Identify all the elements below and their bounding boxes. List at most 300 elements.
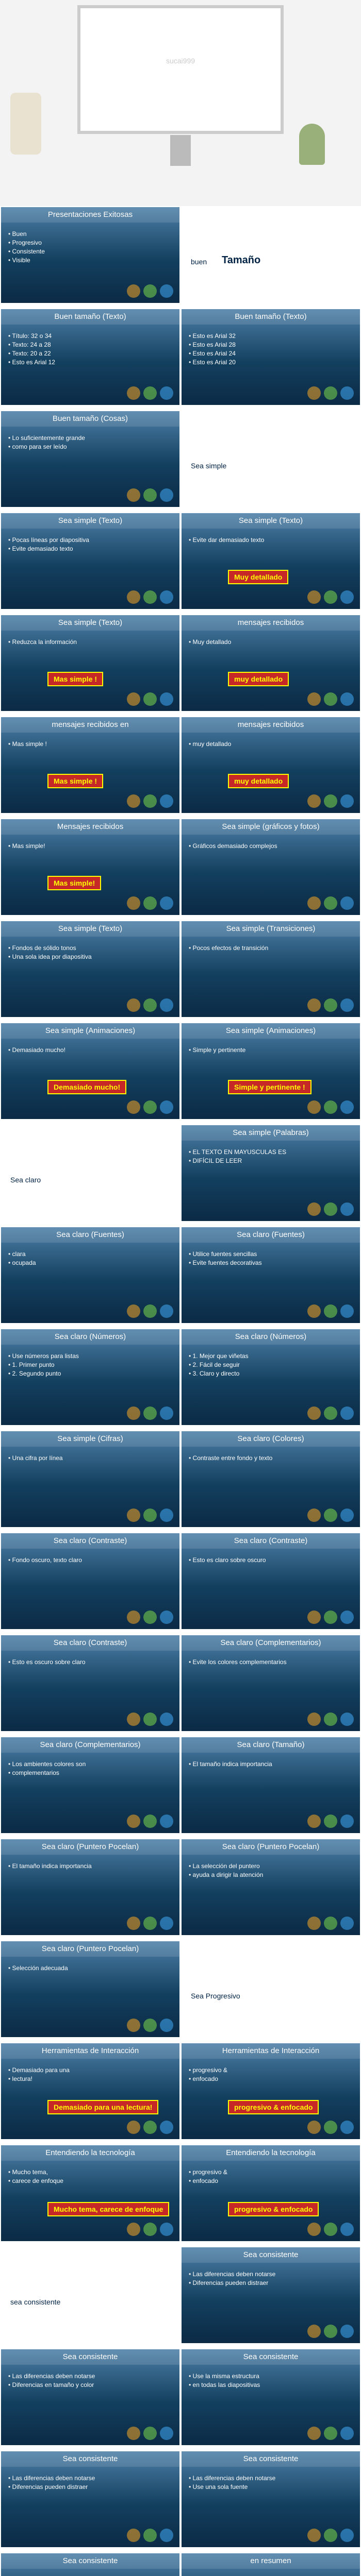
slide-thumbnail[interactable]	[180, 920, 361, 1018]
decorative-dot-icon	[143, 998, 157, 1012]
slide-caption: Sea claro	[10, 1176, 41, 1184]
slide-thumbnail[interactable]	[180, 614, 361, 712]
slide-bullet: • Evite demasiado texto	[8, 545, 73, 552]
decorative-dot-icon	[127, 2121, 140, 2134]
decorative-dot-icon	[160, 896, 173, 910]
slide-bullet: • La selección del puntero	[189, 1862, 260, 1870]
slide-title: Sea consistente	[1, 2451, 179, 2467]
slide-body	[8, 1046, 172, 1055]
decorative-dot-icon	[127, 896, 140, 910]
slide-thumbnail[interactable]	[180, 716, 361, 814]
slide-title: Sea consistente	[1, 2349, 179, 2365]
slide-body	[189, 1556, 353, 1565]
decorative-dot-icon	[160, 1917, 173, 1930]
decorative-dot-icon	[143, 284, 157, 298]
slide-thumbnail[interactable]	[0, 2246, 180, 2344]
slide-bullet: • El tamaño indica importancia	[189, 1760, 272, 1768]
slide-thumbnail[interactable]	[180, 2042, 361, 2140]
slide-bullet: • progresivo &	[189, 2168, 227, 2176]
slide-bullet: • Consistente	[8, 248, 45, 255]
decorative-dot-icon	[324, 2427, 337, 2440]
decorative-dot-icon	[160, 692, 173, 706]
slide-title: Buen tamaño (Texto)	[182, 309, 360, 325]
slide-thumbnail[interactable]	[180, 1634, 361, 1732]
slide-bullet: • complementarios	[8, 1769, 59, 1776]
slide-title: Sea simple (Animaciones)	[182, 1023, 360, 1039]
slide-bullet: • Evite fuentes decorativas	[189, 1259, 262, 1266]
decorative-dot-icon	[324, 1202, 337, 1216]
decorative-dot-icon	[143, 2427, 157, 2440]
slide-thumbnail[interactable]	[0, 410, 180, 508]
slide-caption: Sea simple	[191, 462, 227, 470]
decorative-dot-icon	[127, 1304, 140, 1318]
decorative-dot-icon	[143, 1611, 157, 1624]
slide-title: mensajes recibidos en	[1, 717, 179, 733]
decorative-dot-icon	[127, 2529, 140, 2542]
decorative-dot-icon	[143, 1406, 157, 1420]
slide-title: Mensajes recibidos	[1, 819, 179, 835]
hero-banner	[0, 0, 361, 206]
slide-thumbnail[interactable]	[0, 818, 180, 916]
slide-body	[189, 1862, 353, 1879]
slide-thumbnail[interactable]	[180, 2450, 361, 2548]
slide-title: Sea simple (Cifras)	[1, 1431, 179, 1447]
decorative-dot-icon	[143, 2121, 157, 2134]
decorative-dot-icon	[324, 692, 337, 706]
decorative-dot-icon	[324, 2325, 337, 2338]
slide-body	[8, 2066, 172, 2083]
decorative-dot-icon	[307, 1100, 321, 1114]
slide-bullet: • Use una sola fuente	[189, 2483, 248, 2490]
decorative-dot-icon	[307, 794, 321, 808]
slide-title: Sea claro (Colores)	[182, 1431, 360, 1447]
decorative-dot-icon	[307, 1509, 321, 1522]
slide-bullet: • Una cifra por línea	[8, 1454, 63, 1462]
slide-thumbnail[interactable]	[180, 2246, 361, 2344]
slide-bullet: • Pocas líneas por diapositiva	[8, 536, 89, 544]
slide-bullet: • Use la misma estructura	[189, 2372, 259, 2380]
slide-bullet: • Las diferencias deben notarse	[189, 2475, 276, 2482]
decorative-dot-icon	[307, 1202, 321, 1216]
slide-bullet: • Mas simple !	[8, 740, 47, 748]
slide-body	[8, 1352, 172, 1378]
slide-thumbnail[interactable]	[0, 920, 180, 1018]
slide-thumbnail[interactable]	[0, 716, 180, 814]
slide-thumbnail[interactable]	[180, 512, 361, 610]
slide-bullet: • Esto es Arial 32	[189, 332, 236, 340]
slide-bullet: • 3. Claro y directo	[189, 1370, 240, 1377]
slide-title: Sea claro (Contraste)	[1, 1635, 179, 1651]
slide-thumbnail[interactable]	[0, 2144, 180, 2242]
slide-thumbnail[interactable]	[180, 410, 361, 508]
slide-title: Sea simple (Texto)	[1, 513, 179, 529]
slide-bullet: • Selección adecuada	[8, 1964, 68, 1972]
slide-body	[189, 842, 353, 851]
slide-bullet: • Evite los colores complementarios	[189, 1658, 287, 1666]
decorative-dot-icon	[340, 2427, 354, 2440]
plant-decoration	[299, 124, 325, 165]
slide-bullet: • 1. Mejor que viñetas	[189, 1352, 249, 1360]
slide-bullet: • Demasiado mucho!	[8, 1046, 65, 1054]
slide-highlight-box: muy detallado	[228, 774, 289, 788]
decorative-dot-icon	[340, 896, 354, 910]
decorative-dot-icon	[340, 1815, 354, 1828]
decorative-dot-icon	[143, 1713, 157, 1726]
slide-body	[8, 230, 172, 265]
slide-body	[189, 2270, 353, 2287]
slide-bullet: • muy detallado	[189, 740, 232, 748]
slide-bullet: • ocupada	[8, 1259, 36, 1266]
slide-thumbnail[interactable]	[0, 1124, 180, 1222]
decorative-dot-icon	[143, 2019, 157, 2032]
slide-bullet: • Las diferencias deben notarse	[8, 2372, 95, 2380]
slide-title: Sea simple (Texto)	[1, 615, 179, 631]
slide-bullet: • Las diferencias deben notarse	[8, 2475, 95, 2482]
slide-thumbnail[interactable]	[0, 1940, 180, 2038]
slide-bullet: • Diferencias pueden distraer	[189, 2279, 269, 2286]
slide-highlight-box: Mucho tema, carece de enfoque	[47, 2202, 169, 2216]
slide-thumbnail[interactable]	[0, 1532, 180, 1630]
decorative-dot-icon	[324, 1917, 337, 1930]
decorative-dot-icon	[143, 1509, 157, 1522]
slide-thumbnail[interactable]	[180, 1328, 361, 1426]
slide-bullet: • Mucho tema,	[8, 2168, 48, 2176]
slide-body	[189, 2372, 353, 2389]
slide-bullet: • Simple y pertinente	[189, 1046, 246, 1054]
slide-highlight-box: Muy detallado	[228, 570, 288, 584]
decorative-dot-icon	[127, 2019, 140, 2032]
slide-bullet: • Utilice fuentes sencillas	[189, 1250, 257, 1258]
slide-bullet: • Los ambientes colores son	[8, 1760, 86, 1768]
slide-body	[189, 332, 353, 367]
slide-bullet: • Pocos efectos de transición	[189, 944, 269, 952]
slide-thumbnail[interactable]	[0, 1736, 180, 1834]
slide-bullet: • 2. Fácil de seguir	[189, 1361, 240, 1368]
decorative-dot-icon	[127, 1100, 140, 1114]
slide-body	[8, 1658, 172, 1667]
slide-body	[8, 2168, 172, 2185]
slide-title: mensajes recibidos	[182, 717, 360, 733]
slide-thumbnail[interactable]	[180, 2552, 361, 2576]
slide-body	[189, 2066, 353, 2083]
slide-bullet: • Contraste entre fondo y texto	[189, 1454, 273, 1462]
slide-bullet: • Diferencias pueden distraer	[8, 2483, 88, 2490]
slide-bullet: • Visible	[8, 257, 30, 264]
decorative-dot-icon	[160, 1713, 173, 1726]
decorative-dot-icon	[324, 590, 337, 604]
slide-title: Sea simple (Animaciones)	[1, 1023, 179, 1039]
slide-thumbnail[interactable]	[0, 2450, 180, 2548]
decorative-dot-icon	[160, 284, 173, 298]
decorative-dot-icon	[143, 794, 157, 808]
decorative-dot-icon	[340, 2529, 354, 2542]
slide-thumbnail[interactable]	[180, 1532, 361, 1630]
slide-bullet: • Las diferencias deben notarse	[189, 2270, 276, 2278]
slide-thumbnail[interactable]	[0, 308, 180, 406]
decorative-dot-icon	[127, 386, 140, 400]
slide-body	[8, 1556, 172, 1565]
slide-body	[189, 1760, 353, 1769]
slide-title: Sea claro (Contraste)	[1, 1533, 179, 1549]
decorative-dot-icon	[127, 1815, 140, 1828]
slide-title: Sea claro (Fuentes)	[182, 1227, 360, 1243]
decorative-dot-icon	[324, 896, 337, 910]
decorative-dot-icon	[160, 1406, 173, 1420]
slide-bullet: • Esto es Arial 28	[189, 341, 236, 348]
decorative-dot-icon	[160, 1509, 173, 1522]
decorative-dot-icon	[340, 1611, 354, 1624]
slide-body	[189, 638, 353, 647]
slide-bullet: • Esto es Arial 24	[189, 350, 236, 357]
slide-bullet: • 2. Segundo punto	[8, 1370, 61, 1377]
decorative-dot-icon	[340, 1100, 354, 1114]
decorative-dot-icon	[307, 1304, 321, 1318]
decorative-dot-icon	[340, 1202, 354, 1216]
decorative-dot-icon	[307, 386, 321, 400]
slide-thumbnail[interactable]	[180, 1430, 361, 1528]
slide-title: Entendiendo la tecnología	[182, 2145, 360, 2161]
hero-brand: sucai999	[166, 57, 195, 65]
slide-body	[8, 1964, 172, 1973]
slide-bullet: • El tamaño indica importancia	[8, 1862, 92, 1870]
decorative-dot-icon	[340, 2223, 354, 2236]
slide-body	[8, 944, 172, 961]
slide-body	[8, 842, 172, 851]
decorative-dot-icon	[160, 386, 173, 400]
decorative-dot-icon	[143, 488, 157, 502]
slide-body	[189, 2168, 353, 2185]
decorative-dot-icon	[307, 1611, 321, 1624]
slide-thumbnail[interactable]	[0, 614, 180, 712]
slide-caption: buen	[191, 258, 207, 266]
slide-thumbnail[interactable]	[0, 1022, 180, 1120]
slide-title: Sea claro (Puntero Pocelan)	[182, 1839, 360, 1855]
decorative-dot-icon	[324, 1611, 337, 1624]
slide-thumbnail[interactable]	[180, 2348, 361, 2446]
decorative-dot-icon	[324, 794, 337, 808]
decorative-dot-icon	[340, 1713, 354, 1726]
slide-bullet: • Una sola idea por diapositiva	[8, 953, 92, 960]
slide-body	[189, 1250, 353, 1267]
slide-highlight-box: Mas simple!	[47, 876, 101, 890]
slide-bullet: • lectura!	[8, 2075, 32, 2082]
slide-thumbnail[interactable]	[0, 2042, 180, 2140]
slide-thumbnail[interactable]	[180, 1226, 361, 1324]
decorative-dot-icon	[160, 1815, 173, 1828]
decorative-dot-icon	[324, 1713, 337, 1726]
slide-thumbnail[interactable]	[0, 1328, 180, 1426]
decorative-dot-icon	[340, 386, 354, 400]
slide-caption: Tamaño	[222, 255, 261, 266]
slide-title: Sea claro (Tamaño)	[182, 1737, 360, 1753]
slide-title: mensajes recibidos	[182, 615, 360, 631]
slide-body	[189, 1658, 353, 1667]
slide-body	[8, 1760, 172, 1777]
decorative-dot-icon	[143, 1100, 157, 1114]
decorative-dot-icon	[127, 692, 140, 706]
slide-thumbnail[interactable]	[180, 206, 361, 304]
slide-title: Herramientas de Interacción	[1, 2043, 179, 2059]
slide-bullet: • Progresivo	[8, 239, 42, 246]
decorative-dot-icon	[340, 1917, 354, 1930]
decorative-dot-icon	[340, 1406, 354, 1420]
decorative-dot-icon	[127, 794, 140, 808]
slide-thumbnail[interactable]	[0, 2552, 180, 2576]
decorative-dot-icon	[324, 2529, 337, 2542]
decorative-dot-icon	[127, 1917, 140, 1930]
decorative-dot-icon	[324, 1509, 337, 1522]
slide-body	[8, 332, 172, 367]
slide-title: en resumen	[182, 2553, 360, 2569]
slide-body	[189, 536, 353, 545]
decorative-dot-icon	[127, 998, 140, 1012]
slide-body	[8, 2474, 172, 2492]
slide-thumbnail[interactable]	[180, 1124, 361, 1222]
slide-thumbnail[interactable]	[0, 1838, 180, 1936]
vase-decoration	[10, 93, 41, 155]
decorative-dot-icon	[143, 590, 157, 604]
slide-title: Sea claro (Fuentes)	[1, 1227, 179, 1243]
slide-bullet: • Buen	[8, 230, 27, 238]
decorative-dot-icon	[160, 1100, 173, 1114]
decorative-dot-icon	[160, 998, 173, 1012]
decorative-dot-icon	[160, 1304, 173, 1318]
slide-bullet: • Texto: 24 a 28	[8, 341, 51, 348]
slide-body	[8, 1862, 172, 1871]
slide-title: Buen tamaño (Cosas)	[1, 411, 179, 427]
slide-bullet: • DIFÍCIL DE LEER	[189, 1157, 242, 1164]
slide-bullet: • 1. Primer punto	[8, 1361, 55, 1368]
decorative-dot-icon	[340, 2121, 354, 2134]
slide-title: Sea claro (Puntero Pocelan)	[1, 1941, 179, 1957]
slide-highlight-box: Demasiado para una lectura!	[47, 2100, 158, 2114]
slide-title: Sea simple (Palabras)	[182, 1125, 360, 1141]
slide-thumbnail[interactable]	[180, 1736, 361, 1834]
slide-bullet: • Fondos de sólido tonos	[8, 944, 76, 952]
slide-body	[189, 944, 353, 953]
slide-highlight-box: Mas simple !	[47, 672, 103, 686]
decorative-dot-icon	[324, 1304, 337, 1318]
decorative-dot-icon	[324, 1406, 337, 1420]
decorative-dot-icon	[307, 2427, 321, 2440]
slide-thumbnail[interactable]	[0, 512, 180, 610]
slide-caption: Sea Progresivo	[191, 1992, 240, 2000]
decorative-dot-icon	[324, 1815, 337, 1828]
decorative-dot-icon	[307, 1713, 321, 1726]
monitor-stand	[170, 135, 191, 166]
decorative-dot-icon	[307, 896, 321, 910]
decorative-dot-icon	[307, 1406, 321, 1420]
slide-bullet: • Diferencias en tamaño y color	[8, 2381, 94, 2388]
slide-thumbnail[interactable]	[180, 1838, 361, 1936]
slide-bullet: • progresivo &	[189, 2066, 227, 2074]
slide-body	[189, 2474, 353, 2492]
decorative-dot-icon	[127, 1406, 140, 1420]
slide-title: Sea consistente	[182, 2247, 360, 2263]
slide-thumbnail[interactable]	[180, 2144, 361, 2242]
slide-highlight-box: muy detallado	[228, 672, 289, 686]
slide-title: Sea claro (Complementarios)	[1, 1737, 179, 1753]
slide-body	[8, 536, 172, 553]
slide-body	[8, 740, 172, 749]
slide-bullet: • Texto: 20 a 22	[8, 350, 51, 357]
decorative-dot-icon	[340, 998, 354, 1012]
slide-bullet: • carece de enfoque	[8, 2177, 63, 2184]
slide-title: Buen tamaño (Texto)	[1, 309, 179, 325]
decorative-dot-icon	[143, 1304, 157, 1318]
decorative-dot-icon	[127, 1713, 140, 1726]
decorative-dot-icon	[143, 386, 157, 400]
decorative-dot-icon	[324, 386, 337, 400]
decorative-dot-icon	[160, 488, 173, 502]
slide-thumbnail[interactable]	[0, 1634, 180, 1732]
decorative-dot-icon	[340, 1304, 354, 1318]
decorative-dot-icon	[143, 2529, 157, 2542]
decorative-dot-icon	[127, 590, 140, 604]
slide-body	[189, 1352, 353, 1378]
slide-bullet: • Esto es Arial 12	[8, 359, 55, 366]
slide-thumbnail[interactable]	[0, 206, 180, 304]
decorative-dot-icon	[324, 2223, 337, 2236]
decorative-dot-icon	[127, 1611, 140, 1624]
slide-thumbnail[interactable]	[0, 1430, 180, 1528]
slide-highlight-box: progresivo & enfocado	[228, 2202, 319, 2216]
slide-thumbnail[interactable]	[180, 1022, 361, 1120]
decorative-dot-icon	[160, 2019, 173, 2032]
decorative-dot-icon	[307, 2325, 321, 2338]
decorative-dot-icon	[143, 1815, 157, 1828]
slide-bullet: • Fondo oscuro, texto claro	[8, 1556, 82, 1564]
slide-highlight-box: Simple y pertinente !	[228, 1080, 311, 1094]
slide-bullet: • Reduzca la información	[8, 638, 77, 646]
slide-caption: sea consistente	[10, 2298, 61, 2306]
slide-body	[8, 1454, 172, 1463]
slide-bullet: • Gráficos demasiado complejos	[189, 842, 277, 850]
decorative-dot-icon	[307, 2223, 321, 2236]
decorative-dot-icon	[340, 794, 354, 808]
slide-title: Sea claro (Contraste)	[182, 1533, 360, 1549]
slide-body	[189, 1148, 353, 1165]
slide-thumbnail[interactable]	[180, 1940, 361, 2038]
decorative-dot-icon	[340, 1509, 354, 1522]
slide-thumbnail[interactable]	[0, 2348, 180, 2446]
decorative-dot-icon	[127, 1509, 140, 1522]
slide-title: Sea claro (Puntero Pocelan)	[1, 1839, 179, 1855]
slide-bullet: • Lo suficientemente grande	[8, 434, 85, 442]
decorative-dot-icon	[340, 590, 354, 604]
decorative-dot-icon	[127, 488, 140, 502]
decorative-dot-icon	[307, 2529, 321, 2542]
slide-body	[189, 1454, 353, 1463]
slide-title: Sea consistente	[182, 2349, 360, 2365]
slide-body	[8, 2372, 172, 2389]
decorative-dot-icon	[324, 998, 337, 1012]
decorative-dot-icon	[160, 2529, 173, 2542]
slide-bullet: • Mas simple!	[8, 842, 45, 850]
slide-bullet: • Título: 32 o 34	[8, 332, 52, 340]
slide-bullet: • en todas las diapositivas	[189, 2381, 260, 2388]
slide-bullet: • como para ser leído	[8, 443, 67, 450]
slide-thumbnail[interactable]	[180, 818, 361, 916]
slide-thumbnail[interactable]	[180, 308, 361, 406]
decorative-dot-icon	[307, 1917, 321, 1930]
decorative-dot-icon	[307, 1815, 321, 1828]
slide-body	[8, 434, 172, 451]
slide-title: Sea simple (gráficos y fotos)	[182, 819, 360, 835]
decorative-dot-icon	[340, 2325, 354, 2338]
slide-thumbnail[interactable]	[0, 1226, 180, 1324]
slide-title: Presentaciones Exitosas	[1, 207, 179, 223]
